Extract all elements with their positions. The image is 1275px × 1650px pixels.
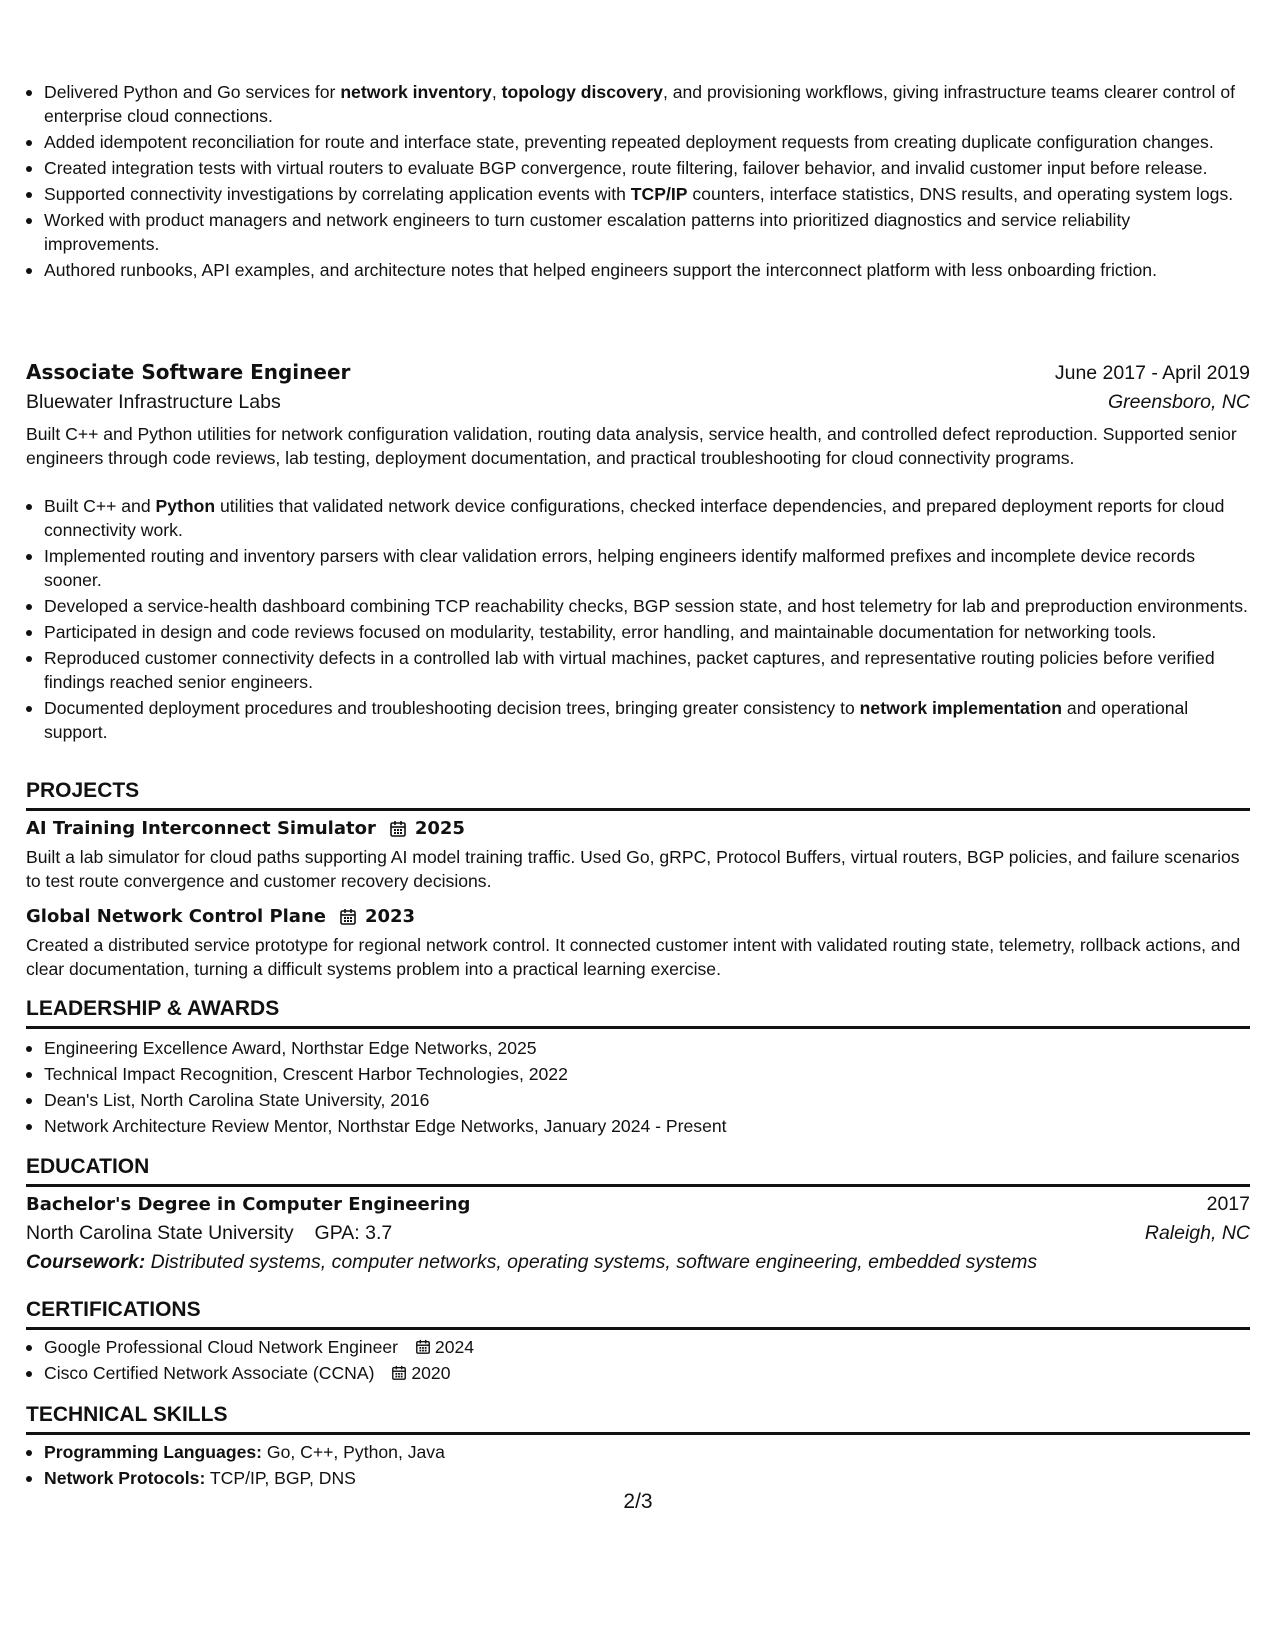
job-location: Greensboro, NC (1108, 391, 1250, 413)
bullet-item (26, 208, 1250, 256)
bullet-text: Reproduced customer connectivity defects in a controlled lab with virtual machines, packet captures, and representative routing policies before verified findings reached senior engineers. (44, 648, 1215, 692)
bullet-emphasis: network implementation (859, 698, 1063, 718)
project-description: Created a distributed service prototype for regional network control. It connected customer intent with validated routing state, telemetry, rollback actions, and clear documentation, turning a difficult systems problem into a practical learning exercise. (26, 935, 1241, 979)
bullet-text: Authored runbooks, API examples, and architecture notes that helped engineers support the interconnect platform with less onboarding friction. (44, 260, 1157, 280)
skills-heading: TECHNICAL SKILLS (26, 1403, 228, 1426)
skills-list (26, 1440, 1250, 1492)
job-bullets (26, 494, 1250, 746)
bullet-text: counters, interface statistics, DNS results, and operating system logs. (687, 184, 1234, 204)
project-title: AI Training Interconnect Simulator (26, 818, 376, 839)
job-company: Bluewater Infrastructure Labs (26, 391, 281, 413)
page-number: 2/3 (623, 1490, 653, 1513)
bullet-text: Built C++ and (44, 496, 156, 516)
awards-list (26, 1036, 1250, 1140)
project-description: Built a lab simulator for cloud paths supporting AI model training traffic. Used Go, gRPC, Protocol Buffers, virtual routers, BGP policies, and failure scenarios to test route convergence and customer recovery decisions. (26, 847, 1240, 891)
bullet-text: , (491, 82, 502, 102)
school-name: North Carolina State University (26, 1222, 294, 1244)
bullet-item (26, 182, 1250, 206)
job-dates: June 2017 - April 2019 (1054, 362, 1250, 384)
bullet-item (26, 156, 1250, 180)
awards-section (26, 996, 1250, 1029)
calendar-icon (415, 1337, 431, 1353)
skill-label: Programming Languages: (44, 1442, 262, 1462)
bullet-text: Delivered Python and Go services for (44, 82, 341, 102)
certification-year: 2024 (434, 1337, 475, 1357)
bullet-text: Added idempotent reconciliation for route and interface state, preventing repeated deployment requests from creating duplicate configuration changes. (44, 132, 1214, 152)
certifications-section (26, 1297, 1250, 1330)
skills-section (26, 1402, 1250, 1435)
certification-name: Google Professional Cloud Network Engineer (44, 1337, 399, 1357)
bullet-text: , and provisioning workflows, giving infrastructure teams clearer control of enterprise cloud connections. (44, 82, 1235, 126)
education-entry (26, 1193, 1250, 1274)
project-item (26, 906, 1250, 981)
calendar-icon (389, 820, 407, 838)
skill-label: Network Protocols: (44, 1468, 206, 1488)
bullet-emphasis: Python (155, 496, 216, 516)
calendar-icon (339, 908, 357, 926)
project-year: 2025 (414, 818, 465, 839)
project-item (26, 818, 1250, 893)
bullet-item (26, 130, 1250, 154)
certification-item (26, 1335, 1250, 1359)
award-item: Technical Impact Recognition, Crescent Harbor Technologies, 2022 (26, 1062, 1250, 1086)
job-title: Associate Software Engineer (26, 360, 351, 384)
award-item: Engineering Excellence Award, Northstar Edge Networks, 2025 (26, 1036, 1250, 1060)
project-title: Global Network Control Plane (26, 906, 326, 927)
section-divider (26, 1026, 1250, 1029)
section-divider (26, 808, 1250, 811)
bullet-text: Supported connectivity investigations by correlating application events with (44, 184, 631, 204)
bullet-text: Participated in design and code reviews focused on modularity, testability, error handling, and maintainable documentation for networking tools. (44, 622, 1157, 642)
gpa: GPA: 3.7 (314, 1222, 393, 1244)
bullet-item (26, 80, 1250, 128)
skill-item (26, 1440, 1250, 1464)
bullet-emphasis: network inventory (340, 82, 492, 102)
bullet-item (26, 494, 1250, 542)
skill-value: TCP/IP, BGP, DNS (209, 1468, 356, 1488)
bullet-emphasis: TCP/IP (630, 184, 688, 204)
certifications-heading: CERTIFICATIONS (26, 1298, 201, 1321)
award-item: Network Architecture Review Mentor, Northstar Edge Networks, January 2024 - Present (26, 1114, 1250, 1138)
bullet-item (26, 620, 1250, 644)
graduation-year: 2017 (1206, 1193, 1250, 1215)
bullet-text: and operational support. (44, 698, 1189, 742)
calendar-icon (391, 1363, 407, 1379)
school-location: Raleigh, NC (1144, 1222, 1250, 1244)
education-section (26, 1154, 1250, 1187)
bullet-text: utilities that validated network device configurations, checked interface dependencies, and prepared deployment reports for cloud connectivity work. (44, 496, 1225, 540)
certifications-list (26, 1335, 1250, 1387)
award-item: Dean's List, North Carolina State University, 2016 (26, 1088, 1250, 1112)
job-header (26, 360, 1250, 420)
awards-heading: LEADERSHIP & AWARDS (26, 997, 280, 1020)
education-heading: EDUCATION (26, 1155, 150, 1178)
projects-section (26, 778, 1250, 811)
projects-heading: PROJECTS (26, 779, 140, 802)
coursework-label: Coursework: (26, 1251, 146, 1273)
bullet-item (26, 258, 1250, 282)
skill-value: Go, C++, Python, Java (266, 1442, 445, 1462)
bullet-text: Implemented routing and inventory parsers with clear validation errors, helping engineers identify malformed prefixes and incomplete device records sooner. (44, 546, 1196, 590)
degree-title: Bachelor's Degree in Computer Engineering (26, 1194, 471, 1215)
section-divider (26, 1327, 1250, 1330)
coursework-list: Distributed systems, computer networks, operating systems, software engineering, embedded systems (150, 1251, 1038, 1273)
bullet-item (26, 646, 1250, 694)
certification-name: Cisco Certified Network Associate (CCNA) (44, 1363, 375, 1383)
bullet-item (26, 696, 1250, 744)
bullet-text: Documented deployment procedures and troubleshooting decision trees, bringing greater consistency to (44, 698, 860, 718)
job-summary: Built C++ and Python utilities for network configuration validation, routing data analysis, service health, and controlled defect reproduction. Supported senior engineers through code reviews, lab testing, deployment documentation, and practical troubleshooting for cloud connectivity programs. (26, 424, 1237, 468)
section-divider (26, 1432, 1250, 1435)
bullet-text: Developed a service-health dashboard combining TCP reachability checks, BGP session state, and host telemetry for lab and preproduction environments. (44, 596, 1248, 616)
bullet-emphasis: topology discovery (501, 82, 663, 102)
bullet-item (26, 544, 1250, 592)
bullet-text: Created integration tests with virtual routers to evaluate BGP convergence, route filtering, failover behavior, and invalid customer input before release. (44, 158, 1208, 178)
certification-item (26, 1361, 1250, 1385)
project-year: 2023 (364, 906, 416, 927)
bullet-text: Worked with product managers and network engineers to turn customer escalation patterns into prioritized diagnostics and service reliability improvements. (44, 210, 1131, 254)
certification-year: 2020 (411, 1363, 451, 1383)
section-divider (26, 1184, 1250, 1187)
bullet-item (26, 594, 1250, 618)
skill-item (26, 1466, 1250, 1490)
experience-bullets-continued (26, 80, 1250, 284)
